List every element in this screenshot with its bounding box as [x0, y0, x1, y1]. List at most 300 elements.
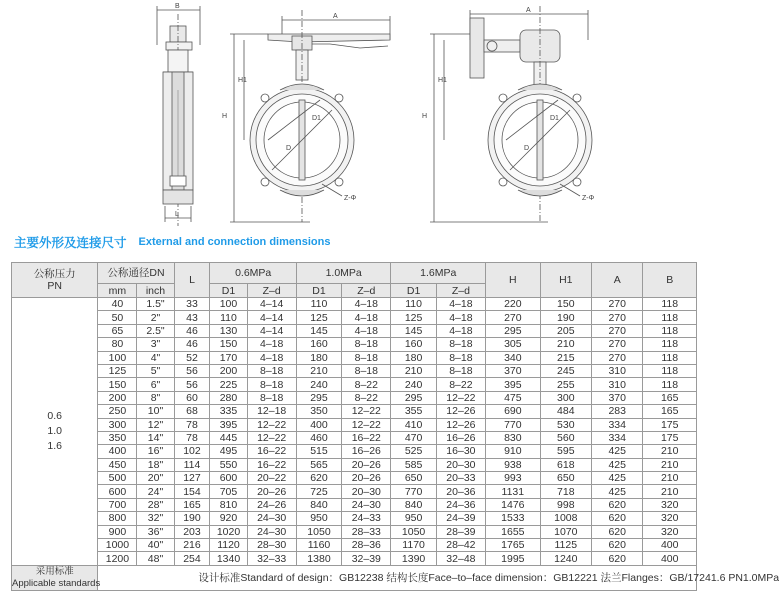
table-cell: 12–26 — [436, 405, 485, 418]
table-cell: 28–42 — [436, 539, 485, 552]
table-cell: 160 — [391, 338, 436, 351]
table-cell: 130 — [210, 324, 247, 337]
table-cell: 255 — [540, 378, 591, 391]
table-cell: 28–36 — [342, 539, 391, 552]
table-cell: 8–18 — [247, 378, 296, 391]
table-cell: 20–36 — [436, 485, 485, 498]
table-cell: 24" — [137, 485, 174, 498]
table-cell: 525 — [391, 445, 436, 458]
table-cell: 78 — [174, 431, 210, 444]
table-cell: 8–18 — [247, 391, 296, 404]
table-cell: 20–26 — [247, 485, 296, 498]
table-cell: 425 — [592, 472, 643, 485]
table-cell: 295 — [296, 391, 341, 404]
table-cell: 600 — [98, 485, 137, 498]
table-cell: 4" — [137, 351, 174, 364]
table-cell: 210 — [296, 364, 341, 377]
table-cell: 8–22 — [342, 378, 391, 391]
table-cell: 32–48 — [436, 552, 485, 565]
table-cell: 170 — [210, 351, 247, 364]
gear-dim-zd-label: Z-Φ — [582, 195, 595, 202]
table-cell: 36" — [137, 525, 174, 538]
table-cell: 370 — [486, 364, 541, 377]
table-cell: 78 — [174, 418, 210, 431]
table-cell: 355 — [391, 405, 436, 418]
table-cell: 4–14 — [247, 311, 296, 324]
table-cell: 1240 — [540, 552, 591, 565]
table-cell: 620 — [592, 525, 643, 538]
table-cell: 8–18 — [342, 364, 391, 377]
table-cell: 240 — [296, 378, 341, 391]
table-cell: 12–22 — [342, 405, 391, 418]
table-cell: 4–18 — [436, 311, 485, 324]
table-cell: 68 — [174, 405, 210, 418]
table-cell: 840 — [296, 498, 341, 511]
table-cell: 335 — [210, 405, 247, 418]
standards-label-cn: 采用标准 — [35, 565, 74, 577]
table-row — [12, 391, 697, 404]
table-cell: 20" — [137, 472, 174, 485]
table-cell: 395 — [486, 378, 541, 391]
table-cell: 1160 — [296, 539, 341, 552]
table-row — [12, 378, 697, 391]
table-cell: 24–30 — [247, 525, 296, 538]
table-cell: 210 — [391, 364, 436, 377]
table-cell: 830 — [486, 431, 541, 444]
table-cell: 16–22 — [247, 445, 296, 458]
table-cell: 770 — [486, 418, 541, 431]
table-cell: 245 — [540, 364, 591, 377]
header-p10: 1.0MPa — [296, 263, 391, 284]
table-cell: 8–22 — [436, 378, 485, 391]
table-cell: 150 — [540, 298, 591, 311]
table-cell: 4–18 — [247, 351, 296, 364]
table-cell: 484 — [540, 405, 591, 418]
table-cell: 300 — [540, 391, 591, 404]
table-cell: 340 — [486, 351, 541, 364]
table-cell: 270 — [486, 311, 541, 324]
table-cell: 495 — [210, 445, 247, 458]
gear-dim-a-label: A — [526, 7, 531, 14]
table-cell: 12–22 — [342, 418, 391, 431]
table-cell: 60 — [174, 391, 210, 404]
table-cell: 620 — [592, 539, 643, 552]
table-cell: 50 — [98, 311, 137, 324]
table-cell: 20–22 — [247, 472, 296, 485]
header-d1-06: D1 — [210, 284, 247, 298]
lever-dim-zd-label: Z-Φ — [344, 195, 357, 202]
table-cell: 470 — [391, 431, 436, 444]
table-cell: 24–26 — [247, 498, 296, 511]
table-cell: 16–22 — [342, 431, 391, 444]
dim-l-label: L — [175, 211, 179, 218]
table-cell: 1390 — [391, 552, 436, 565]
table-cell: 250 — [98, 405, 137, 418]
table-cell: 425 — [592, 445, 643, 458]
table-cell: 210 — [643, 458, 697, 471]
gear-dim-d1-label: D1 — [550, 115, 559, 122]
table-cell: 165 — [643, 405, 697, 418]
table-cell: 205 — [540, 324, 591, 337]
table-cell: 125 — [98, 364, 137, 377]
table-cell: 270 — [592, 351, 643, 364]
table-cell: 8" — [137, 391, 174, 404]
table-cell: 216 — [174, 539, 210, 552]
table-cell: 690 — [486, 405, 541, 418]
table-cell: 200 — [210, 364, 247, 377]
table-cell: 1131 — [486, 485, 541, 498]
table-row — [12, 458, 697, 471]
table-cell: 4–18 — [342, 311, 391, 324]
table-cell: 46 — [174, 338, 210, 351]
table-cell: 145 — [296, 324, 341, 337]
table-cell: 180 — [296, 351, 341, 364]
table-cell: 210 — [540, 338, 591, 351]
table-cell: 1533 — [486, 512, 541, 525]
table-cell: 400 — [98, 445, 137, 458]
table-row — [12, 298, 697, 311]
table-cell: 16" — [137, 445, 174, 458]
table-cell: 125 — [391, 311, 436, 324]
table-cell: 2" — [137, 311, 174, 324]
table-cell: 33 — [174, 298, 210, 311]
table-cell: 938 — [486, 458, 541, 471]
table-cell: 102 — [174, 445, 210, 458]
header-p06: 0.6MPa — [210, 263, 296, 284]
table-cell: 500 — [98, 472, 137, 485]
table-cell: 425 — [592, 485, 643, 498]
table-cell: 14" — [137, 431, 174, 444]
standards-label-en: Applicable standards — [12, 577, 101, 589]
table-cell: 52 — [174, 351, 210, 364]
table-cell: 705 — [210, 485, 247, 498]
header-p16: 1.6MPa — [391, 263, 486, 284]
table-cell: 18" — [137, 458, 174, 471]
table-cell: 12–22 — [436, 391, 485, 404]
table-cell: 8–22 — [342, 391, 391, 404]
table-cell: 460 — [296, 431, 341, 444]
table-cell: 32–39 — [342, 552, 391, 565]
table-cell: 210 — [643, 445, 697, 458]
standards-row — [12, 565, 697, 590]
table-cell: 20–26 — [342, 472, 391, 485]
table-cell: 618 — [540, 458, 591, 471]
table-cell: 400 — [643, 552, 697, 565]
table-cell: 118 — [643, 364, 697, 377]
header-pn-en: PN — [47, 280, 62, 292]
table-cell: 150 — [98, 378, 137, 391]
table-cell: 118 — [643, 324, 697, 337]
table-row — [12, 324, 697, 337]
table-cell: 400 — [643, 539, 697, 552]
table-cell: 998 — [540, 498, 591, 511]
table-row — [12, 364, 697, 377]
table-cell: 28–39 — [436, 525, 485, 538]
table-cell: 295 — [391, 391, 436, 404]
table-cell: 620 — [592, 552, 643, 565]
table-cell: 585 — [391, 458, 436, 471]
table-row — [12, 351, 697, 364]
table-cell: 1995 — [486, 552, 541, 565]
table-cell: 1070 — [540, 525, 591, 538]
gear-dim-h-label: H — [422, 113, 428, 120]
table-cell: 56 — [174, 364, 210, 377]
section-title-en: External and connection dimensions — [138, 236, 331, 248]
table-cell: 127 — [174, 472, 210, 485]
table-cell: 118 — [643, 378, 697, 391]
standards-text: 设计标准Standard of design：GB12238 结构长度Face–to–face dimension：GB12221 法兰Flanges：GB/17241.6 PN1.0MPa — [98, 565, 697, 590]
header-d1-16: D1 — [391, 284, 436, 298]
table-cell: 180 — [391, 351, 436, 364]
table-cell: 370 — [592, 391, 643, 404]
table-cell: 8–18 — [342, 351, 391, 364]
table-cell: 560 — [540, 431, 591, 444]
table-cell: 8–18 — [247, 364, 296, 377]
table-cell: 1.5" — [137, 298, 174, 311]
table-cell: 310 — [592, 364, 643, 377]
table-cell: 210 — [643, 485, 697, 498]
header-b: B — [643, 263, 697, 298]
table-cell: 950 — [296, 512, 341, 525]
lever-dim-d1-label: D1 — [312, 115, 321, 122]
table-cell: 725 — [296, 485, 341, 498]
table-cell: 16–30 — [436, 445, 485, 458]
table-cell: 20–26 — [342, 458, 391, 471]
table-cell: 12" — [137, 418, 174, 431]
table-cell: 475 — [486, 391, 541, 404]
table-cell: 32" — [137, 512, 174, 525]
table-row — [12, 405, 697, 418]
table-cell: 16–26 — [342, 445, 391, 458]
table-cell: 125 — [296, 311, 341, 324]
table-cell: 280 — [210, 391, 247, 404]
table-cell: 46 — [174, 324, 210, 337]
header-h: H — [486, 263, 541, 298]
header-zd-06: Z–d — [247, 284, 296, 298]
table-cell: 650 — [391, 472, 436, 485]
table-cell: 320 — [643, 498, 697, 511]
table-cell: 20–33 — [436, 472, 485, 485]
header-zd-10: Z–d — [342, 284, 391, 298]
table-row — [12, 311, 697, 324]
table-cell: 4–14 — [247, 324, 296, 337]
table-cell: 334 — [592, 418, 643, 431]
lever-dim-a-label: A — [333, 13, 338, 20]
table-cell: 305 — [486, 338, 541, 351]
gear-view-drawing — [430, 6, 592, 222]
header-h1: H1 — [540, 263, 591, 298]
table-cell: 450 — [98, 458, 137, 471]
table-cell: 203 — [174, 525, 210, 538]
section-title-cn: 主要外形及连接尺寸 — [14, 235, 127, 250]
table-cell: 24–30 — [247, 512, 296, 525]
table-cell: 6" — [137, 378, 174, 391]
table-cell: 1380 — [296, 552, 341, 565]
table-cell: 210 — [643, 472, 697, 485]
table-cell: 565 — [296, 458, 341, 471]
table-cell: 1765 — [486, 539, 541, 552]
table-cell: 8–18 — [436, 364, 485, 377]
table-cell: 16–22 — [247, 458, 296, 471]
table-row — [12, 445, 697, 458]
table-cell: 40" — [137, 539, 174, 552]
table-cell: 770 — [391, 485, 436, 498]
table-cell: 530 — [540, 418, 591, 431]
table-cell: 515 — [296, 445, 341, 458]
table-cell: 350 — [98, 431, 137, 444]
side-view-drawing — [157, 6, 200, 226]
table-cell: 800 — [98, 512, 137, 525]
table-cell: 145 — [391, 324, 436, 337]
header-inch: inch — [137, 284, 174, 298]
table-cell: 600 — [210, 472, 247, 485]
table-cell: 100 — [210, 298, 247, 311]
table-cell: 240 — [391, 378, 436, 391]
table-cell: 215 — [540, 351, 591, 364]
table-cell: 8–18 — [436, 338, 485, 351]
table-cell: 200 — [98, 391, 137, 404]
table-cell: 4–18 — [342, 324, 391, 337]
table-row — [12, 525, 697, 538]
table-row — [12, 498, 697, 511]
table-cell: 1050 — [296, 525, 341, 538]
table-cell: 2.5" — [137, 324, 174, 337]
table-cell: 150 — [210, 338, 247, 351]
table-cell: 8–18 — [342, 338, 391, 351]
pn-value: 1.6 — [47, 439, 62, 452]
table-body — [12, 298, 779, 591]
table-cell: 118 — [643, 351, 697, 364]
table-cell: 700 — [98, 498, 137, 511]
table-cell: 270 — [592, 338, 643, 351]
table-cell: 5" — [137, 364, 174, 377]
table-cell: 80 — [98, 338, 137, 351]
table-cell: 56 — [174, 378, 210, 391]
table-cell: 190 — [174, 512, 210, 525]
header-l: L — [174, 263, 210, 298]
table-cell: 993 — [486, 472, 541, 485]
table-row — [12, 539, 697, 552]
header-a: A — [592, 263, 643, 298]
pn-value: 1.0 — [47, 424, 62, 437]
pn-values-cell — [12, 298, 98, 566]
table-cell: 300 — [98, 418, 137, 431]
table-row — [12, 512, 697, 525]
table-cell: 1008 — [540, 512, 591, 525]
dimensions-table — [11, 262, 779, 591]
table-cell: 810 — [210, 498, 247, 511]
table-cell: 114 — [174, 458, 210, 471]
table-cell: 1125 — [540, 539, 591, 552]
table-cell: 718 — [540, 485, 591, 498]
table-cell: 10" — [137, 405, 174, 418]
table-row — [12, 431, 697, 444]
table-cell: 840 — [391, 498, 436, 511]
table-cell: 950 — [391, 512, 436, 525]
lever-dim-d-label: D — [286, 145, 292, 152]
table-cell: 48" — [137, 552, 174, 565]
table-cell: 920 — [210, 512, 247, 525]
table-cell: 910 — [486, 445, 541, 458]
table-cell: 154 — [174, 485, 210, 498]
table-cell: 395 — [210, 418, 247, 431]
table-cell: 270 — [592, 324, 643, 337]
table-cell: 43 — [174, 311, 210, 324]
table-cell: 12–26 — [436, 418, 485, 431]
table-cell: 110 — [391, 298, 436, 311]
table-cell: 270 — [592, 298, 643, 311]
table-row — [12, 485, 697, 498]
table-cell: 334 — [592, 431, 643, 444]
header-zd-16: Z–d — [436, 284, 485, 298]
table-cell: 620 — [592, 498, 643, 511]
table-cell: 24–39 — [436, 512, 485, 525]
table-cell: 320 — [643, 525, 697, 538]
table-cell: 1340 — [210, 552, 247, 565]
table-cell: 118 — [643, 298, 697, 311]
table-cell: 100 — [98, 351, 137, 364]
table-cell: 24–33 — [342, 512, 391, 525]
table-cell: 190 — [540, 311, 591, 324]
table-cell: 595 — [540, 445, 591, 458]
table-cell: 12–18 — [247, 405, 296, 418]
table-cell: 40 — [98, 298, 137, 311]
valve-drawings — [0, 0, 751, 232]
table-cell: 425 — [592, 458, 643, 471]
table-cell: 4–18 — [342, 298, 391, 311]
table-cell: 225 — [210, 378, 247, 391]
table-cell: 295 — [486, 324, 541, 337]
table-cell: 1120 — [210, 539, 247, 552]
table-cell: 320 — [643, 512, 697, 525]
table-cell: 4–18 — [436, 324, 485, 337]
table-cell: 4–14 — [247, 298, 296, 311]
pn-value: 0.6 — [47, 409, 62, 422]
table-cell: 118 — [643, 338, 697, 351]
table-cell: 110 — [296, 298, 341, 311]
table-cell: 28–33 — [342, 525, 391, 538]
table-cell: 4–18 — [436, 298, 485, 311]
table-cell: 4–18 — [247, 338, 296, 351]
section-title — [14, 232, 330, 252]
table-cell: 1000 — [98, 539, 137, 552]
header-pn-cn: 公称压力 — [33, 268, 76, 280]
gear-dim-h1-label: H1 — [438, 77, 447, 84]
table-cell: 400 — [296, 418, 341, 431]
header-d1-10: D1 — [296, 284, 341, 298]
table-cell: 24–36 — [436, 498, 485, 511]
table-cell: 28" — [137, 498, 174, 511]
table-cell: 16–26 — [436, 431, 485, 444]
table-cell: 175 — [643, 431, 697, 444]
table-cell: 160 — [296, 338, 341, 351]
table-row — [12, 338, 697, 351]
table-row — [12, 552, 697, 565]
table-cell: 1200 — [98, 552, 137, 565]
table-cell: 620 — [592, 512, 643, 525]
standards-label — [12, 565, 101, 590]
table-cell: 650 — [540, 472, 591, 485]
header-mm: mm — [98, 284, 137, 298]
table-cell: 12–22 — [247, 431, 296, 444]
table-cell: 350 — [296, 405, 341, 418]
table-cell: 175 — [643, 418, 697, 431]
lever-view-drawing — [230, 10, 390, 222]
table-cell: 8–18 — [436, 351, 485, 364]
table-cell: 118 — [643, 311, 697, 324]
table-cell: 1050 — [391, 525, 436, 538]
table-cell: 220 — [486, 298, 541, 311]
